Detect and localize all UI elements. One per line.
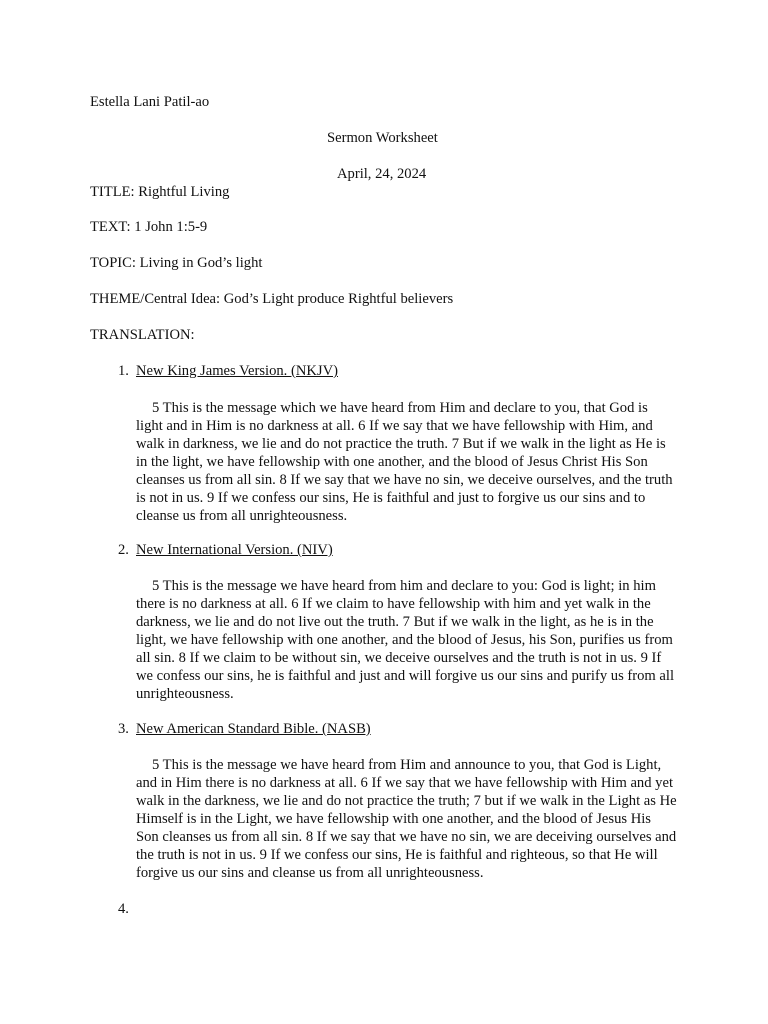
sermon-text: TEXT: 1 John 1:5-9 xyxy=(90,219,208,235)
translation-name: New International Version. (NIV) xyxy=(136,542,333,558)
translation-number: 1. xyxy=(118,363,129,379)
translation-heading: TRANSLATION: xyxy=(90,327,195,343)
passage-line: walk in the darkness, we lie and do not practice the truth; 7 but if we walk in the Light as He xyxy=(136,793,677,809)
sermon-theme: THEME/Central Idea: God’s Light produce Rightful believers xyxy=(90,291,454,307)
passage-line: 5 This is the message we have heard from him and declare to you: God is light; in him xyxy=(152,578,656,594)
passage-line: cleanse us from all unrighteousness. xyxy=(136,508,348,524)
passage-line: we confess our sins, he is faithful and just and will forgive us our sins and purify us from all xyxy=(136,668,674,684)
passage-line: 5 This is the message we have heard from Him and announce to you, that God is Light, xyxy=(152,757,662,773)
passage-line: cleanses us from all sin. 8 If we say that we have no sin, we deceive ourselves, and the truth xyxy=(136,472,673,488)
passage-line: light and in Him is no darkness at all. 6 If we say that we have fellowship with Him, and xyxy=(136,418,653,434)
translation-name: New King James Version. (NKJV) xyxy=(136,363,338,379)
passage-line: all sin. 8 If we claim to be without sin, we deceive ourselves and the truth is not in us. 9 If xyxy=(136,650,662,666)
passage-line: light, we have fellowship with one another, and the blood of Jesus, his Son, purifies us from xyxy=(136,632,673,648)
document-title: Sermon Worksheet xyxy=(327,130,438,146)
translation-passage xyxy=(136,577,696,703)
translation-number: 3. xyxy=(118,721,129,737)
passage-line: there is no darkness at all. 6 If we claim to have fellowship with him and yet walk in the xyxy=(136,596,651,612)
translation-number: 4. xyxy=(118,901,129,917)
passage-line: unrighteousness. xyxy=(136,686,234,702)
translation-passage xyxy=(136,756,696,882)
translation-number: 2. xyxy=(118,542,129,558)
passage-line: Himself is in the Light, we have fellowship with one another, and the blood of Jesus His xyxy=(136,811,651,827)
passage-line: 5 This is the message which we have heard from Him and declare to you, that God is xyxy=(152,400,648,416)
passage-line: is not in us. 9 If we confess our sins, He is faithful and just to forgive us our sins and to xyxy=(136,490,646,506)
translation-name: New American Standard Bible. (NASB) xyxy=(136,721,371,737)
passage-line: walk in darkness, we lie and do not practice the truth. 7 But if we walk in the light as He is xyxy=(136,436,666,452)
passage-line: and in Him there is no darkness at all. 6 If we say that we have fellowship with Him and yet xyxy=(136,775,673,791)
passage-line: forgive us our sins and cleanse us from all unrighteousness. xyxy=(136,865,484,881)
passage-line: Son cleanses us from all sin. 8 If we say that we have no sin, we are deceiving ourselves and xyxy=(136,829,677,845)
document-date: April, 24, 2024 xyxy=(337,166,427,182)
passage-line: in the light, we have fellowship with one another, and the blood of Jesus Christ His Son xyxy=(136,454,648,470)
sermon-title: TITLE: Rightful Living xyxy=(90,184,230,200)
sermon-topic: TOPIC: Living in God’s light xyxy=(90,255,263,271)
passage-line: the truth is not in us. 9 If we confess our sins, He is faithful and righteous, so that He will xyxy=(136,847,658,863)
translation-passage xyxy=(136,399,696,525)
author-name: Estella Lani Patil-ao xyxy=(90,94,210,110)
passage-line: darkness, we lie and do not live out the truth. 7 But if we walk in the light, as he is in the xyxy=(136,614,654,630)
